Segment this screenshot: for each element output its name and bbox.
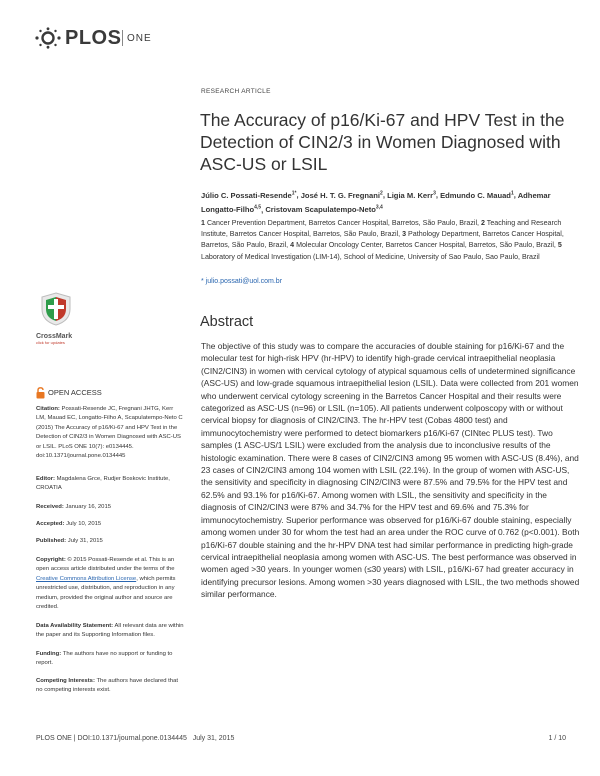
abstract-heading: Abstract — [200, 314, 254, 330]
article-type: RESEARCH ARTICLE — [201, 88, 271, 95]
affiliation: 1 Cancer Prevention Department, Barretos Cancer Hospital, Barretos, São Paulo, Brazil, — [201, 219, 479, 227]
plos-logo-icon — [34, 27, 62, 49]
affiliation: 3 Pathology Department, Barretos Cancer Hospital, Barretos, São Paulo, Brazil, — [201, 230, 564, 250]
crossmark-icon — [36, 291, 76, 327]
affiliation: 5 Laboratory of Medical Investigation (LIM-14), School of Medicine, University of Sao Paulo, Sao Paulo, Brazil — [201, 241, 562, 261]
article-title: The Accuracy of p16/Ki-67 and HPV Test in the Detection of CIN2/3 in Women Diagnosed with ASC-US or LSIL — [200, 110, 565, 174]
funding-block: Funding: The authors have no support or funding to report. — [36, 651, 173, 667]
license-link[interactable]: Creative Commons Attribution License — [36, 575, 137, 582]
plos-logo — [34, 27, 174, 49]
affiliation: 2 Teaching and Research Institute, Barretos Cancer Hospital, Barretos, São Paulo, Brazil, — [201, 219, 562, 239]
author: José H. T. G. Fregnani$^2$ — [300, 190, 383, 200]
page-number: 1 / 10 — [548, 735, 566, 742]
copyright-block: Copyright: © 2015 Possati-Resende et al. This is an open access article distributed under the terms of the Creative Commons Attribution License, which permits unrestricted use, distribution, and reproduction in any medium, provided the original author and source are credited. — [36, 557, 176, 611]
crossmark-sublabel: click for updates — [36, 340, 65, 345]
correspondence-email-link[interactable]: * julio.possati@uol.com.br — [201, 278, 283, 285]
author: Edmundo C. Mauad$^1$ — [440, 190, 514, 200]
author-list: Júlio C. Possati-Resende$^{1*}$, José H. T. G. Fregnani$^2$, Ligia M. Kerr$^3$, Edmundo C. Mauad$^1$, Adhemar Longatto-Filho$^{4,5}$, Cristovam Scapulatempo-Neto$^{3,4}$ — [201, 190, 551, 215]
logo-divider — [122, 30, 123, 46]
editor-block: Editor: Magdalena Grce, Rudjer Boskovic Institute, CROATIA — [36, 476, 170, 492]
footer-date: July 31, 2015 — [192, 735, 235, 742]
abstract-text: The objective of this study was to compare the accuracies of double staining for p16/Ki-67 and the molecular test for high-risk HPV (hr-HPV) to identify high-grade cervical intraepithelial neoplasia (CIN2/CIN3) in women with cervical cytology of atypical squamous cells of undetermined significance (ASC-US) and low-grade squamous intraepithelial lesion (LSIL). Data were collected from 201 women who underwent cervical cytology screening in the Barretos Cancer Hospital and their results were categorized as ASC-US (n=96) or LSIL (n=105). All patients underwent colposcopy with or without cervical biopsy for diagnosis of CIN2/CIN3. The hr-HPV test (Cobas 4800 test) and immunocytochemistry were performed to detect biomarkers p16/Ki-67 (CINtec PLUS test). Two samples (1 ASC-US/1 LSIL) were excluded from the analysis due to inconclusive results of the histologic examination. There were 8 cases of CIN2/CIN3 among 95 women with ASC-US (8.4%), and 23 cases of CIN2/CIN3 among 104 women with LSIL (22.1%). In the group of women with ASC-US, the sensitivity and specificity in diagnosing CIN2/CIN3 were 87.5% and 79.5% for the HPV test and 62.5% and 93.1% for p16/Ki-67. Among women with LSIL, the sensitivity and specificity in the diagnosis of CIN2/CIN3 were 87% and 34.7% for the HPV test and 69.6% and 75.3% for immunocytochemistry. Superior performance was observed for p16/Ki-67 double staining, especially among women under 30 for whom the test had an area under the ROC curve of 0.762 (p<0.001). Both p16/Ki-67 double staining and the hr-HPV DNA test had similar performance in predicting high-grade cervical intraepithelial neoplasia among women with ASC-US. The best performance was observed in women aged >30 years. In younger women (≤30 years) with LSIL, p16/Ki-67 had greater accuracy in identifying precursor lesions. Among women >30 years diagnosed with LSIL, the two methods showed similar performance. — [201, 341, 580, 600]
accepted-date: Accepted: July 10, 2015 — [36, 521, 102, 527]
author: Cristovam Scapulatempo-Neto$^{3,4}$ — [265, 204, 383, 215]
journal-name: ONE — [127, 33, 152, 44]
received-date: Received: January 16, 2015 — [36, 504, 112, 510]
citation-block: Citation: Possati-Resende JC, Fregnani JHTG, Kerr LM, Mauad EC, Longatto-Filho A, Scapulatempo-Neto C (2015) The Accuracy of p16/Ki-67 and HPV Test in the Detection of CIN2/3 in Women Diagnosed with ASC-US or LSIL. PLoS ONE 10(7): e0134445. doi:10.1371/journal.pone.0134445 — [36, 406, 183, 460]
affiliation: 4 Molecular Oncology Center, Barretos Cancer Hospital, Barretos, São Paulo, Brazil, — [290, 241, 556, 250]
crossmark-label: CrossMark — [36, 333, 73, 340]
published-date: Published: July 31, 2015 — [36, 538, 103, 544]
data-availability-block: Data Availability Statement: All relevant data are within the paper and its Supporting Information files. — [36, 623, 184, 639]
footer-citation: PLOS ONE | DOI:10.1371/journal.pone.0134445 — [36, 735, 187, 742]
open-access-badge: OPEN ACCESS — [36, 387, 102, 399]
affiliation-list — [201, 218, 581, 263]
open-lock-icon — [36, 387, 45, 399]
author: Adhemar Longatto-Filho$^{4,5}$ — [201, 190, 551, 215]
author: Ligia M. Kerr$^3$ — [387, 190, 436, 200]
crossmark-badge[interactable] — [36, 291, 84, 345]
competing-interests-block: Competing Interests: The authors have declared that no competing interests exist. — [36, 678, 178, 694]
page-footer — [36, 735, 566, 742]
author: Júlio C. Possati-Resende$^{1*}$ — [201, 190, 297, 200]
logo-text: PLOS — [65, 27, 122, 49]
